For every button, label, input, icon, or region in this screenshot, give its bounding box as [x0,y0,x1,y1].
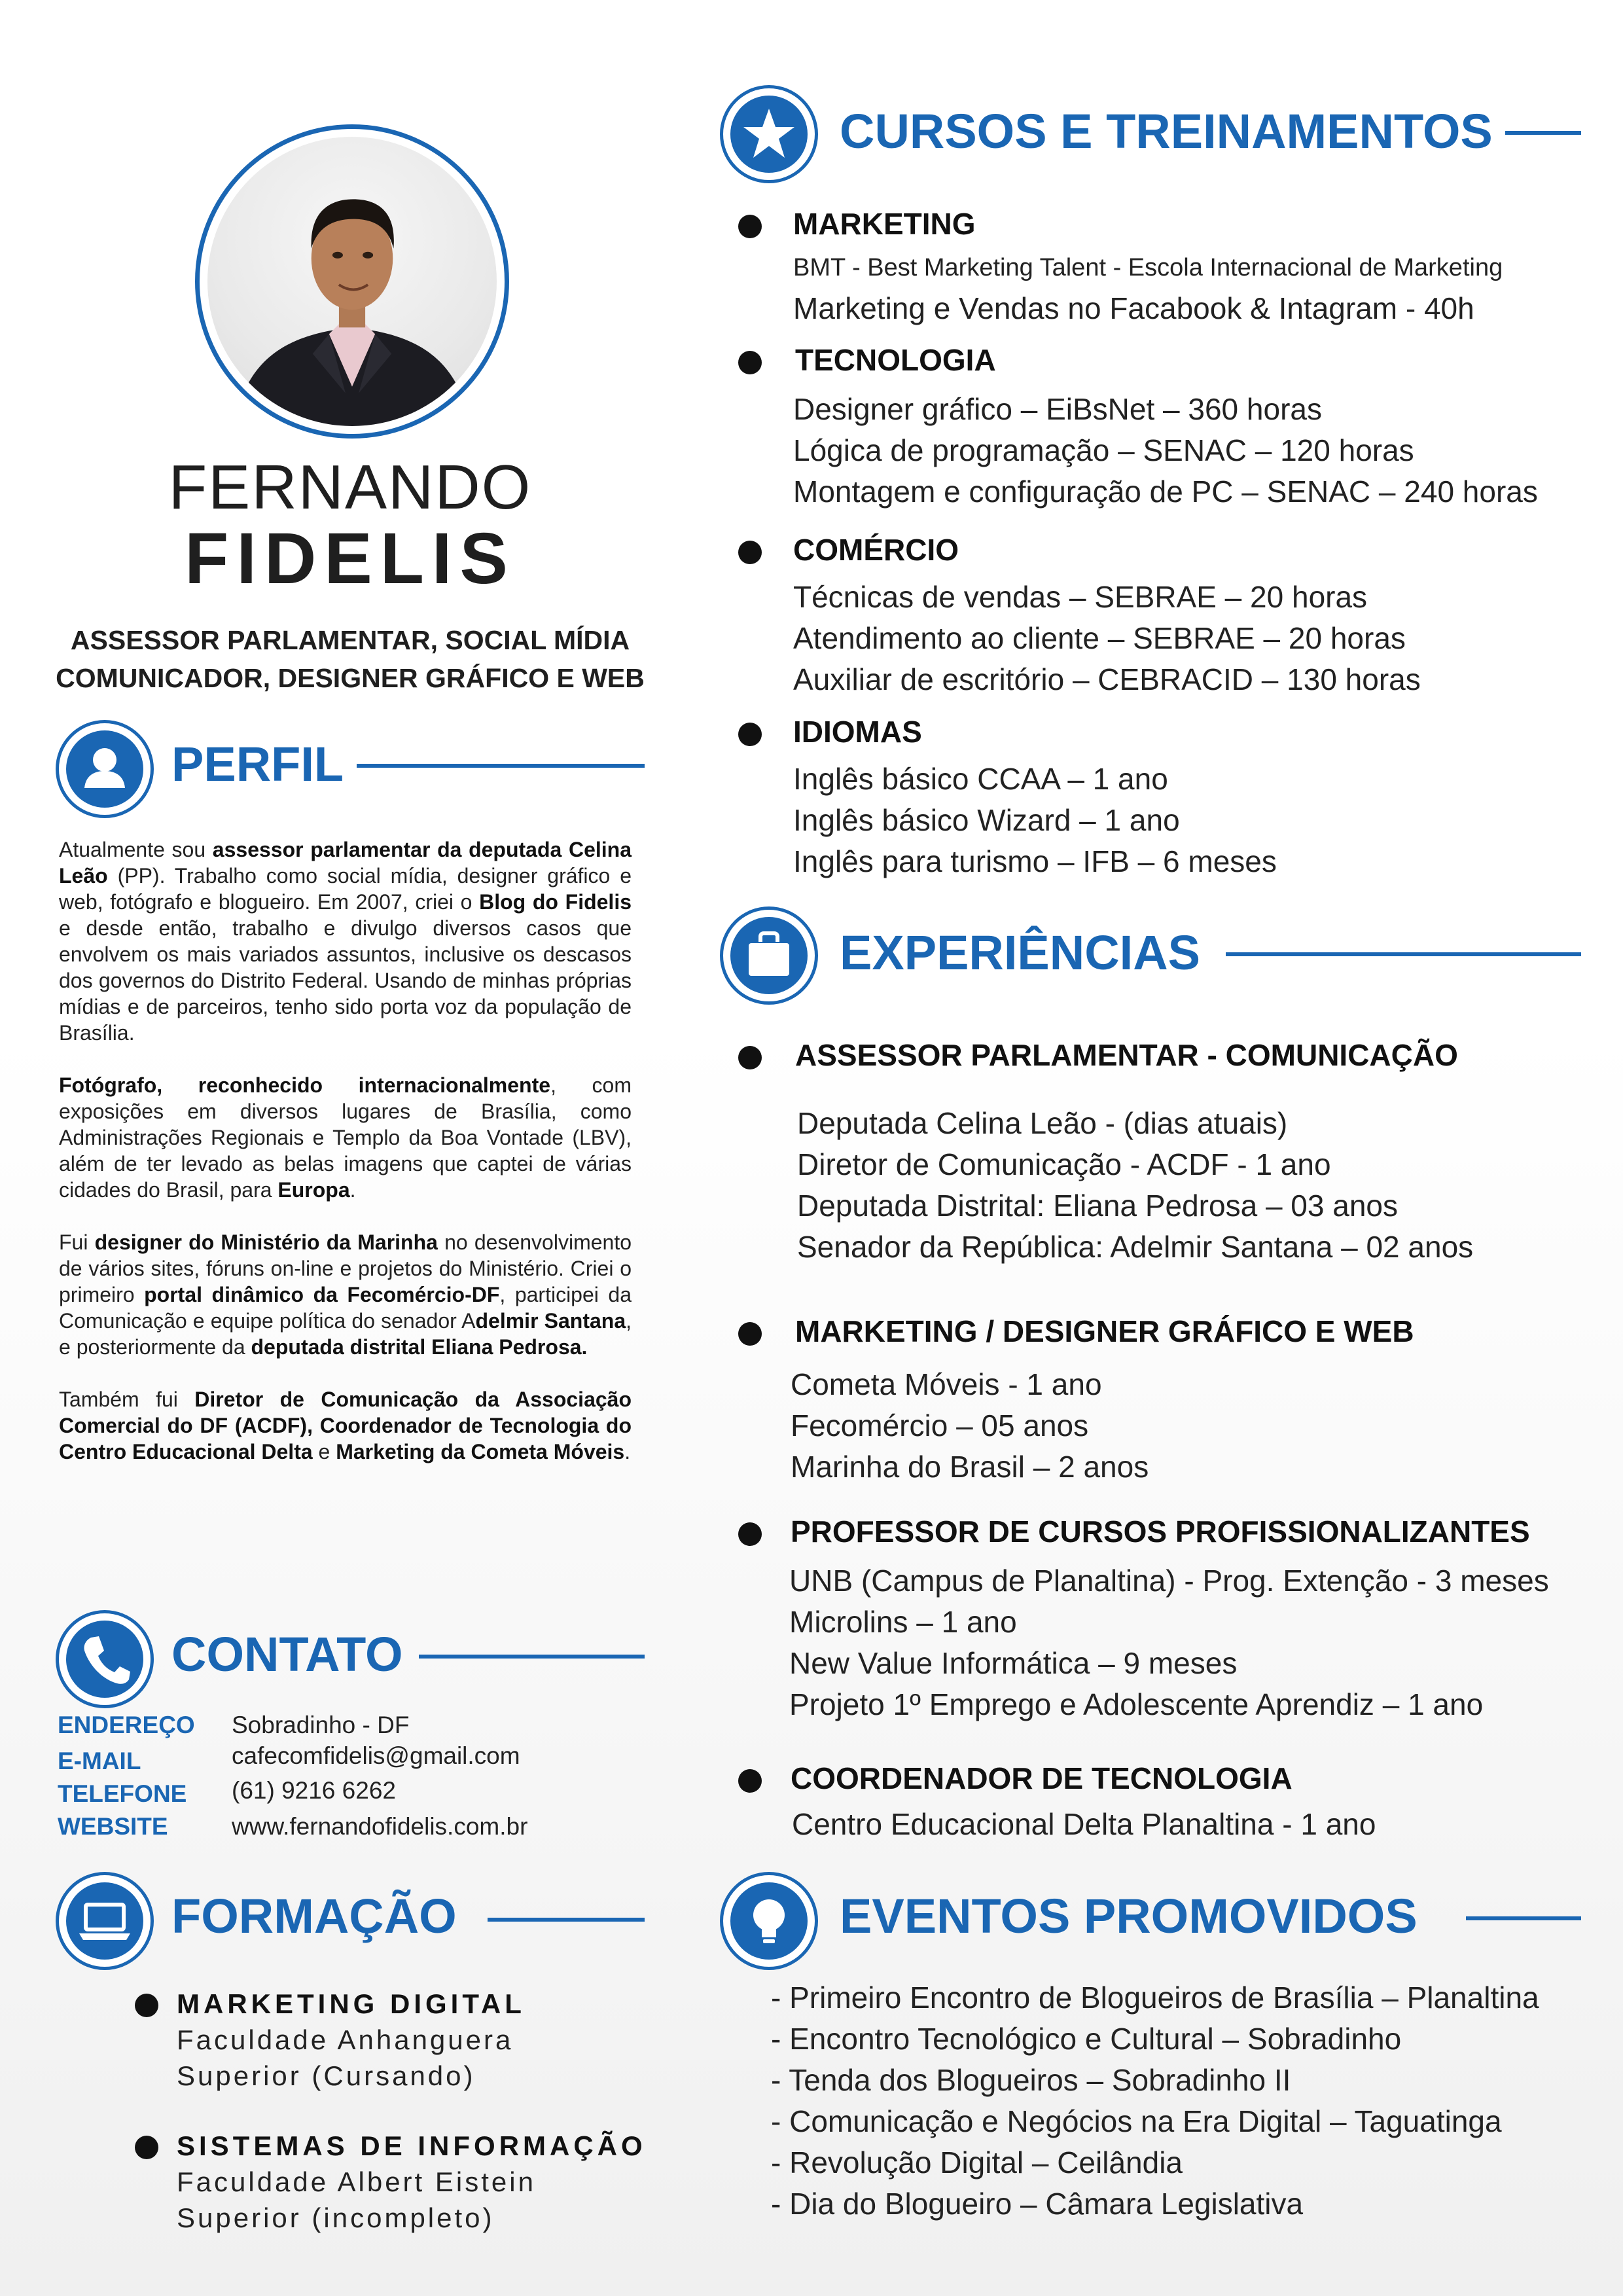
role-line-2: COMUNICADOR, DESIGNER GRÁFICO E WEB [56,663,645,693]
cursos-idiomas-line-1: Inglês básico CCAA – 1 ano [793,762,1168,796]
perfil-paragraph-1: Atualmente sou assessor parlamentar da deputada Celina Leão (PP). Trabalho como social mídia, designer gráfico e web, fotógrafo e blogueiro. Em 2007, criei o Blog do Fidelis e desde então, trabalho e divulgo diversos casos que envolvem os mais variados assuntos, inclusive os descasos dos governos do Distrito Federal. Usando de minhas próprias mídias e de parceiros, tenho sido porta voz da população de Brasília. [59,838,632,1045]
star-icon [730,96,808,173]
exp-bullet-2 [738,1322,762,1346]
formacao-2-title: SISTEMAS DE INFORMAÇÃO [177,2130,647,2161]
perfil-section-icon [56,720,154,818]
evento-item-2: - Encontro Tecnológico e Cultural – Sobradinho [771,2022,1402,2056]
evento-item-6: - Dia do Blogueiro – Câmara Legislativa [771,2187,1304,2221]
cursos-comercio-title: COMÉRCIO [793,533,959,567]
eventos-title: EVENTOS PROMOVIDOS [840,1889,1418,1943]
exp-marketing-line-3: Marinha do Brasil – 2 anos [791,1450,1149,1484]
cursos-bullet-1 [738,215,762,238]
evento-item-4: - Comunicação e Negócios na Era Digital – Taguatinga [771,2104,1502,2138]
perfil-divider [357,764,645,768]
evento-item-3: - Tenda dos Blogueiros – Sobradinho II [771,2063,1291,2097]
briefcase-icon [730,917,808,994]
cursos-section-icon [720,85,818,183]
cursos-marketing-line-1: BMT - Best Marketing Talent - Escola Internacional de Marketing [793,254,1503,281]
cursos-bullet-3 [738,541,762,564]
exp-professor-line-4: Projeto 1º Emprego e Adolescente Aprendiz – 1 ano [789,1687,1484,1721]
formacao-title: FORMAÇÃO [171,1889,457,1943]
cursos-tecnologia-line-1: Designer gráfico – EiBsNet – 360 horas [793,392,1322,426]
exp-assessor-line-4: Senador da República: Adelmir Santana – 02 anos [797,1230,1474,1264]
exp-assessor-title: ASSESSOR PARLAMENTAR - COMUNICAÇÃO [795,1038,1458,1072]
exp-coordenador-line-1: Centro Educacional Delta Planaltina - 1 ano [792,1807,1376,1841]
cursos-bullet-4 [738,723,762,746]
experiencias-divider [1226,952,1581,956]
cursos-idiomas-title: IDIOMAS [793,715,922,749]
formacao-1-level: Superior (Cursando) [177,2060,476,2091]
exp-marketing-line-2: Fecomércio – 05 anos [791,1408,1089,1443]
contato-divider [419,1655,645,1659]
exp-bullet-1 [738,1046,762,1069]
perfil-text [59,836,632,1491]
experiencias-section-icon [720,906,818,1005]
formacao-1-title: MARKETING DIGITAL [177,1988,526,2019]
contact-label-email: E-MAIL [58,1748,141,1774]
exp-bullet-4 [738,1769,762,1793]
lightbulb-icon [730,1882,808,1960]
contact-label-address: ENDEREÇO [58,1712,195,1738]
cursos-divider [1505,131,1581,135]
cursos-idiomas-line-3: Inglês para turismo – IFB – 6 meses [793,844,1277,878]
formacao-1-school: Faculdade Anhanguera [177,2024,514,2055]
formacao-divider [488,1918,645,1922]
contato-section-icon [56,1610,154,1708]
exp-marketing-line-1: Cometa Móveis - 1 ano [791,1367,1102,1401]
profile-photo-frame [195,124,509,439]
exp-professor-line-3: New Value Informática – 9 meses [789,1646,1238,1680]
contact-address: Sobradinho - DF [232,1712,410,1738]
person-photo-illustration [207,137,497,426]
first-name: FERNANDO [168,452,532,522]
exp-assessor-line-2: Diretor de Comunicação - ACDF - 1 ano [797,1147,1331,1181]
phone-icon [66,1621,143,1698]
evento-item-5: - Revolução Digital – Ceilândia [771,2145,1183,2179]
formacao-bullet-2 [135,2136,158,2159]
profile-photo [207,137,497,426]
last-name: FIDELIS [185,518,516,599]
cursos-comercio-line-1: Técnicas de vendas – SEBRAE – 20 horas [793,580,1368,614]
perfil-paragraph-4: Também fui Diretor de Comunicação da Associação Comercial do DF (ACDF), Coordenador de Tecnologia do Centro Educacional Delta e Marketing da Cometa Móveis. [59,1388,632,1463]
eventos-section-icon [720,1872,818,1970]
exp-assessor-line-1: Deputada Celina Leão - (dias atuais) [797,1106,1288,1140]
cursos-bullet-2 [738,351,762,374]
exp-professor-line-1: UNB (Campus de Planaltina) - Prog. Extenção - 3 meses [789,1564,1549,1598]
formacao-2-school: Faculdade Albert Eistein [177,2166,536,2197]
exp-professor-title: PROFESSOR DE CURSOS PROFISSIONALIZANTES [791,1515,1530,1549]
exp-bullet-3 [738,1522,762,1546]
perfil-paragraph-3: Fui designer do Ministério da Marinha no desenvolvimento de vários sites, fóruns on-line e projetos do Ministério. Criei o primeiro portal dinâmico da Fecomércio-DF, participei da Comunicação e equipe política do senador Adelmir Santana, e posteriormente da deputada distrital Eliana Pedrosa. [59,1230,632,1359]
exp-professor-line-2: Microlins – 1 ano [789,1605,1017,1639]
contact-email[interactable]: cafecomfidelis@gmail.com [232,1742,520,1769]
eventos-divider [1466,1916,1581,1920]
role-line-1: ASSESSOR PARLAMENTAR, SOCIAL MÍDIA [70,625,630,655]
experiencias-title: EXPERIÊNCIAS [840,925,1201,980]
exp-coordenador-title: COORDENADOR DE TECNOLOGIA [791,1761,1293,1795]
perfil-title: PERFIL [171,737,344,791]
cursos-title: CURSOS E TREINAMENTOS [840,104,1493,158]
cursos-tecnologia-title: TECNOLOGIA [795,343,996,377]
exp-marketing-title: MARKETING / DESIGNER GRÁFICO E WEB [795,1314,1414,1348]
laptop-icon [66,1882,143,1960]
evento-item-1: - Primeiro Encontro de Blogueiros de Brasília – Planaltina [771,1981,1539,2015]
cursos-comercio-line-2: Atendimento ao cliente – SEBRAE – 20 horas [793,621,1406,655]
contact-label-phone: TELEFONE [58,1780,187,1807]
contact-website[interactable]: www.fernandofidelis.com.br [232,1813,528,1840]
exp-assessor-line-3: Deputada Distrital: Eliana Pedrosa – 03 anos [797,1189,1399,1223]
cursos-comercio-line-3: Auxiliar de escritório – CEBRACID – 130 horas [793,662,1421,696]
formacao-bullet-1 [135,1994,158,2017]
cursos-marketing-line-2: Marketing e Vendas no Facabook & Intagram - 40h [793,291,1474,325]
cursos-tecnologia-line-2: Lógica de programação – SENAC – 120 horas [793,433,1414,467]
user-icon [66,730,143,808]
cursos-idiomas-line-2: Inglês básico Wizard – 1 ano [793,803,1180,837]
contact-phone: (61) 9216 6262 [232,1777,396,1804]
contact-label-website: WEBSITE [58,1813,168,1840]
formacao-2-level: Superior (incompleto) [177,2202,495,2233]
cursos-tecnologia-line-3: Montagem e configuração de PC – SENAC – 240 horas [793,475,1538,509]
perfil-paragraph-2: Fotógrafo, reconhecido internacionalmente, com exposições em diversos lugares de Brasília, como Administrações Regionais e Templo da Boa Vontade (LBV), além de ter levado as belas imagens que captei de várias cidades do Brasil, para Europa. [59,1073,632,1202]
contato-title: CONTATO [171,1627,403,1681]
cursos-marketing-title: MARKETING [793,207,976,241]
formacao-section-icon [56,1872,154,1970]
